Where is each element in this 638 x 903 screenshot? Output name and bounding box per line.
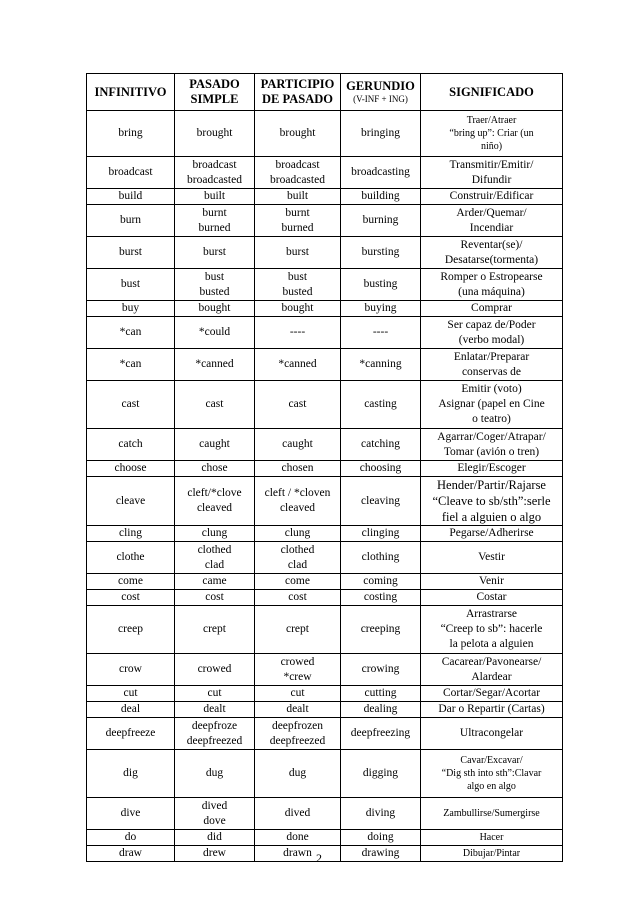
past-simple-cell: burst bbox=[175, 237, 255, 269]
past-participle-cell: *canned bbox=[255, 349, 341, 381]
past-simple-cell: dug bbox=[175, 750, 255, 798]
gerund-cell: bursting bbox=[341, 237, 421, 269]
past-simple-cell: crowed bbox=[175, 654, 255, 686]
past-participle-cell: drawn bbox=[255, 846, 341, 862]
past-participle-cell: cut bbox=[255, 686, 341, 702]
past-simple-cell: cast bbox=[175, 381, 255, 429]
meaning-cell: Hender/Partir/Rajarse “Cleave to sb/sth”:serle fiel a alguien o algo bbox=[421, 477, 563, 526]
table-row bbox=[87, 606, 563, 654]
gerund-cell: catching bbox=[341, 429, 421, 461]
past-participle-cell: burst bbox=[255, 237, 341, 269]
infinitive-cell: *can bbox=[87, 317, 175, 349]
past-simple-cell: drew bbox=[175, 846, 255, 862]
gerund-cell: clothing bbox=[341, 542, 421, 574]
meaning-cell: Cacarear/Pavonearse/ Alardear bbox=[421, 654, 563, 686]
table-row bbox=[87, 574, 563, 590]
table-row bbox=[87, 237, 563, 269]
past-simple-cell: built bbox=[175, 189, 255, 205]
gerund-cell: diving bbox=[341, 798, 421, 830]
past-participle-cell: burnt burned bbox=[255, 205, 341, 237]
meaning-cell: Venir bbox=[421, 574, 563, 590]
header-gerundio-sub: (V-INF + ING) bbox=[353, 94, 408, 104]
infinitive-cell: bring bbox=[87, 111, 175, 157]
gerund-cell: ---- bbox=[341, 317, 421, 349]
past-participle-cell: cleft / *cloven cleaved bbox=[255, 477, 341, 526]
gerund-cell: cleaving bbox=[341, 477, 421, 526]
past-participle-cell: clothed clad bbox=[255, 542, 341, 574]
infinitive-cell: dig bbox=[87, 750, 175, 798]
infinitive-cell: cleave bbox=[87, 477, 175, 526]
past-simple-cell: came bbox=[175, 574, 255, 590]
table-row bbox=[87, 702, 563, 718]
table-row bbox=[87, 830, 563, 846]
gerund-cell: drawing bbox=[341, 846, 421, 862]
table-row bbox=[87, 301, 563, 317]
meaning-cell: Emitir (voto) Asignar (papel en Cine o teatro) bbox=[421, 381, 563, 429]
meaning-cell: Pegarse/Adherirse bbox=[421, 526, 563, 542]
past-simple-cell: deepfroze deepfreezed bbox=[175, 718, 255, 750]
infinitive-cell: deepfreeze bbox=[87, 718, 175, 750]
table-row bbox=[87, 718, 563, 750]
header-gerundio-label: GERUNDIO bbox=[346, 79, 415, 93]
past-simple-cell: caught bbox=[175, 429, 255, 461]
past-simple-cell: bought bbox=[175, 301, 255, 317]
meaning-cell: Zambullirse/Sumergirse bbox=[421, 798, 563, 830]
gerund-cell: *canning bbox=[341, 349, 421, 381]
gerund-cell: crowing bbox=[341, 654, 421, 686]
infinitive-cell: dive bbox=[87, 798, 175, 830]
past-participle-cell: caught bbox=[255, 429, 341, 461]
past-simple-cell: *canned bbox=[175, 349, 255, 381]
meaning-cell: Elegir/Escoger bbox=[421, 461, 563, 477]
past-participle-cell: clung bbox=[255, 526, 341, 542]
past-simple-cell: *could bbox=[175, 317, 255, 349]
infinitive-cell: cling bbox=[87, 526, 175, 542]
meaning-cell: Arder/Quemar/ Incendiar bbox=[421, 205, 563, 237]
past-simple-cell: bust busted bbox=[175, 269, 255, 301]
meaning-cell: Vestir bbox=[421, 542, 563, 574]
table-row bbox=[87, 157, 563, 189]
gerund-cell: clinging bbox=[341, 526, 421, 542]
past-simple-cell: dived dove bbox=[175, 798, 255, 830]
gerund-cell: dealing bbox=[341, 702, 421, 718]
past-participle-cell: crept bbox=[255, 606, 341, 654]
meaning-cell: Arrastrarse “Creep to sb”: hacerle la pelota a alguien bbox=[421, 606, 563, 654]
meaning-cell: Ser capaz de/Poder (verbo modal) bbox=[421, 317, 563, 349]
meaning-cell: Enlatar/Preparar conservas de bbox=[421, 349, 563, 381]
meaning-cell: Comprar bbox=[421, 301, 563, 317]
gerund-cell: coming bbox=[341, 574, 421, 590]
meaning-cell: Traer/Atraer “bring up”: Criar (un niño) bbox=[421, 111, 563, 157]
table-row bbox=[87, 189, 563, 205]
gerund-cell: building bbox=[341, 189, 421, 205]
infinitive-cell: creep bbox=[87, 606, 175, 654]
past-participle-cell: bought bbox=[255, 301, 341, 317]
meaning-cell: Cortar/Segar/Acortar bbox=[421, 686, 563, 702]
infinitive-cell: burn bbox=[87, 205, 175, 237]
table-row bbox=[87, 317, 563, 349]
past-participle-cell: bust busted bbox=[255, 269, 341, 301]
past-simple-cell: clung bbox=[175, 526, 255, 542]
table-row bbox=[87, 750, 563, 798]
infinitive-cell: crow bbox=[87, 654, 175, 686]
gerund-cell: busting bbox=[341, 269, 421, 301]
infinitive-cell: cast bbox=[87, 381, 175, 429]
gerund-cell: doing bbox=[341, 830, 421, 846]
past-participle-cell: deepfrozen deepfreezed bbox=[255, 718, 341, 750]
past-participle-cell: dealt bbox=[255, 702, 341, 718]
past-simple-cell: cost bbox=[175, 590, 255, 606]
infinitive-cell: broadcast bbox=[87, 157, 175, 189]
past-participle-cell: ---- bbox=[255, 317, 341, 349]
past-simple-cell: cleft/*clove cleaved bbox=[175, 477, 255, 526]
past-simple-cell: cut bbox=[175, 686, 255, 702]
table-row bbox=[87, 349, 563, 381]
infinitive-cell: come bbox=[87, 574, 175, 590]
past-participle-cell: crowed *crew bbox=[255, 654, 341, 686]
infinitive-cell: burst bbox=[87, 237, 175, 269]
meaning-cell: Construir/Edificar bbox=[421, 189, 563, 205]
past-participle-cell: built bbox=[255, 189, 341, 205]
table-row bbox=[87, 205, 563, 237]
past-simple-cell: did bbox=[175, 830, 255, 846]
past-simple-cell: dealt bbox=[175, 702, 255, 718]
gerund-cell: broadcasting bbox=[341, 157, 421, 189]
meaning-cell: Costar bbox=[421, 590, 563, 606]
gerund-cell: buying bbox=[341, 301, 421, 317]
infinitive-cell: deal bbox=[87, 702, 175, 718]
infinitive-cell: *can bbox=[87, 349, 175, 381]
past-participle-cell: dug bbox=[255, 750, 341, 798]
header-participio: PARTICIPIO DE PASADO bbox=[255, 74, 341, 111]
header-significado: SIGNIFICADO bbox=[421, 74, 563, 111]
past-participle-cell: cast bbox=[255, 381, 341, 429]
past-participle-cell: dived bbox=[255, 798, 341, 830]
infinitive-cell: build bbox=[87, 189, 175, 205]
table-row bbox=[87, 542, 563, 574]
meaning-cell: Cavar/Excavar/ “Dig sth into sth”:Clavar algo en algo bbox=[421, 750, 563, 798]
infinitive-cell: buy bbox=[87, 301, 175, 317]
past-simple-cell: clothed clad bbox=[175, 542, 255, 574]
meaning-cell: Reventar(se)/ Desatarse(tormenta) bbox=[421, 237, 563, 269]
table-row bbox=[87, 686, 563, 702]
infinitive-cell: catch bbox=[87, 429, 175, 461]
meaning-cell: Hacer bbox=[421, 830, 563, 846]
infinitive-cell: draw bbox=[87, 846, 175, 862]
past-simple-cell: burnt burned bbox=[175, 205, 255, 237]
meaning-cell: Dibujar/Pintar bbox=[421, 846, 563, 862]
gerund-cell: choosing bbox=[341, 461, 421, 477]
gerund-cell: casting bbox=[341, 381, 421, 429]
table-header-row bbox=[87, 74, 563, 111]
table-row bbox=[87, 429, 563, 461]
gerund-cell: creeping bbox=[341, 606, 421, 654]
table-row bbox=[87, 461, 563, 477]
past-participle-cell: brought bbox=[255, 111, 341, 157]
gerund-cell: bringing bbox=[341, 111, 421, 157]
past-simple-cell: brought bbox=[175, 111, 255, 157]
table-row bbox=[87, 111, 563, 157]
infinitive-cell: do bbox=[87, 830, 175, 846]
gerund-cell: digging bbox=[341, 750, 421, 798]
table-row bbox=[87, 590, 563, 606]
gerund-cell: deepfreezing bbox=[341, 718, 421, 750]
gerund-cell: cutting bbox=[341, 686, 421, 702]
table-row bbox=[87, 381, 563, 429]
table-row bbox=[87, 654, 563, 686]
infinitive-cell: clothe bbox=[87, 542, 175, 574]
past-participle-cell: done bbox=[255, 830, 341, 846]
meaning-cell: Ultracongelar bbox=[421, 718, 563, 750]
table-row bbox=[87, 269, 563, 301]
infinitive-cell: choose bbox=[87, 461, 175, 477]
past-simple-cell: chose bbox=[175, 461, 255, 477]
past-participle-cell: broadcast broadcasted bbox=[255, 157, 341, 189]
infinitive-cell: bust bbox=[87, 269, 175, 301]
header-infinitivo: INFINITIVO bbox=[87, 74, 175, 111]
meaning-cell: Transmitir/Emitir/ Difundir bbox=[421, 157, 563, 189]
irregular-verbs-table bbox=[86, 73, 563, 862]
past-simple-cell: broadcast broadcasted bbox=[175, 157, 255, 189]
infinitive-cell: cut bbox=[87, 686, 175, 702]
table-row bbox=[87, 477, 563, 526]
table-row bbox=[87, 798, 563, 830]
meaning-cell: Romper o Estropearse (una máquina) bbox=[421, 269, 563, 301]
page-number: 2 bbox=[316, 851, 322, 865]
header-pasado-simple: PASADO SIMPLE bbox=[175, 74, 255, 111]
gerund-cell: costing bbox=[341, 590, 421, 606]
past-participle-cell: come bbox=[255, 574, 341, 590]
past-participle-cell: cost bbox=[255, 590, 341, 606]
meaning-cell: Dar o Repartir (Cartas) bbox=[421, 702, 563, 718]
meaning-cell: Agarrar/Coger/Atrapar/ Tomar (avión o tren) bbox=[421, 429, 563, 461]
past-participle-cell: chosen bbox=[255, 461, 341, 477]
table-row bbox=[87, 526, 563, 542]
gerund-cell: burning bbox=[341, 205, 421, 237]
header-gerundio bbox=[341, 74, 421, 111]
infinitive-cell: cost bbox=[87, 590, 175, 606]
past-simple-cell: crept bbox=[175, 606, 255, 654]
